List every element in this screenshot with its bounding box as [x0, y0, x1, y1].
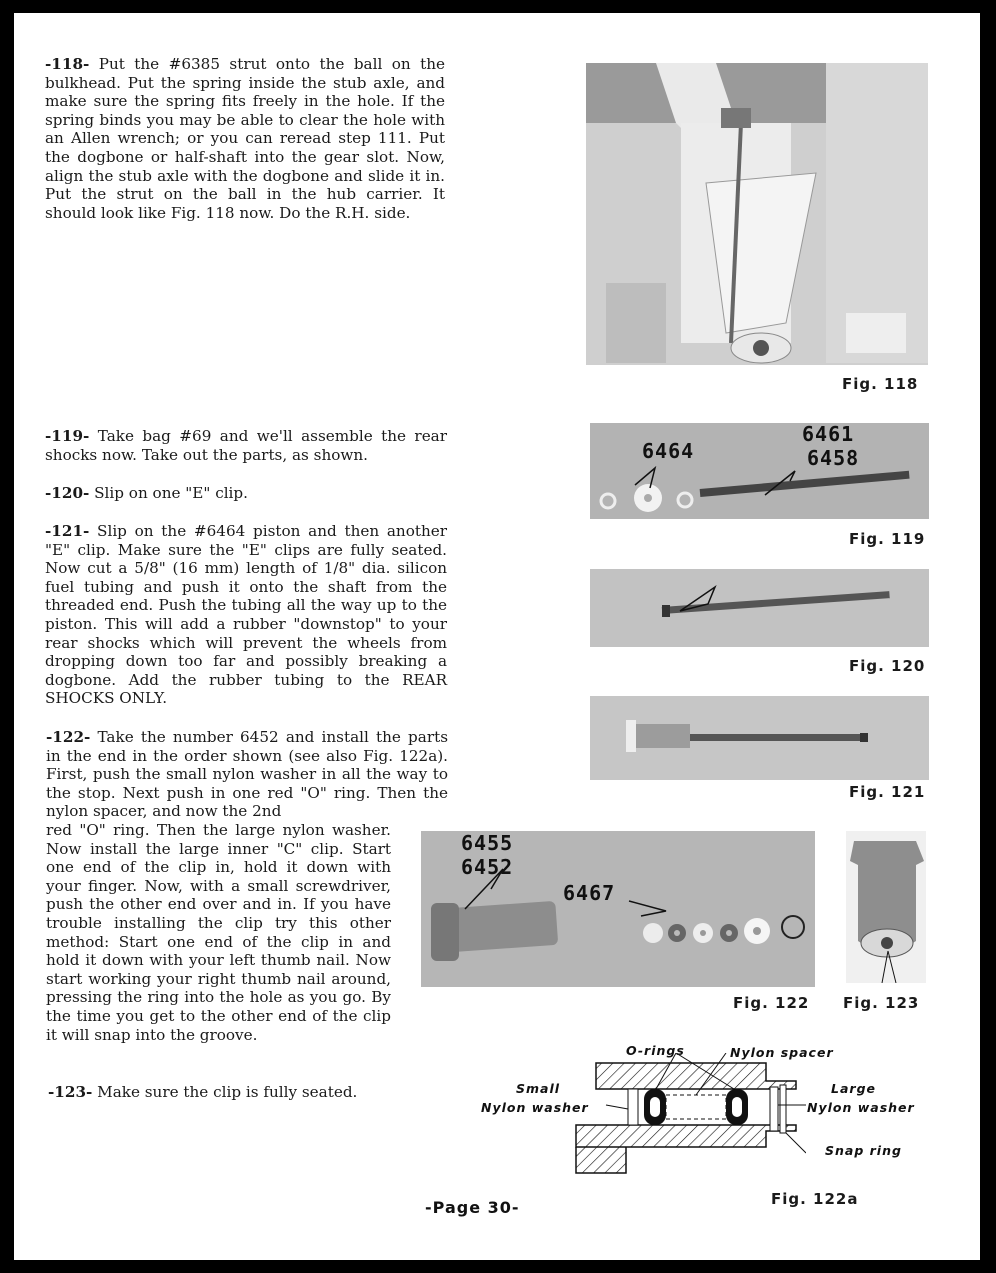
diagram-label-small: Small — [516, 1081, 561, 1096]
page-number: -Page 30- — [425, 1198, 520, 1217]
fig-122a-diagram — [566, 1053, 806, 1183]
part-label-6467: 6467 — [563, 881, 616, 905]
diagram-label-large: Large — [831, 1081, 876, 1096]
step-122 — [46, 728, 448, 821]
fig-118-caption: Fig. 118 — [842, 375, 919, 393]
step-number: -121- — [45, 522, 90, 540]
part-label-6455: 6455 — [461, 831, 514, 855]
fig-118-photo — [586, 63, 928, 365]
part-label-6464: 6464 — [642, 439, 695, 463]
fig-120-photo — [590, 569, 929, 647]
part-label-6458: 6458 — [807, 446, 860, 470]
step-text: Slip on one "E" clip. — [89, 484, 248, 502]
step-text: Slip on the #6464 piston and then another "E" clip. Make sure the "E" clips are fully seated. Now cut a 5/8" (16 mm) length of 1/8" dia. silicon fuel tubing and push it onto the shaft from the threaded end. Push the tubing all the way up to the piston. This will add a rubber "downstop" to your rear shocks which will prevent the wheels from dropping down too far and possibly breaking a dogbone. Add the rubber tubing to the REAR SHOCKS ONLY. — [45, 522, 447, 708]
step-121 — [45, 522, 447, 708]
diagram-label-snap-ring: Snap ring — [825, 1143, 902, 1158]
step-number: -123- — [48, 1083, 93, 1101]
part-label-6452: 6452 — [461, 855, 514, 879]
step-119 — [45, 427, 447, 464]
step-123 — [48, 1083, 391, 1102]
diagram-label-nylon-spacer: Nylon spacer — [730, 1045, 834, 1060]
fig-122a-caption: Fig. 122a — [771, 1190, 859, 1208]
fig-121-photo — [590, 696, 929, 780]
step-number: -122- — [46, 728, 91, 746]
diagram-label-large-nylon-washer: Nylon washer — [807, 1100, 915, 1115]
step-118 — [45, 55, 445, 222]
step-text: Take bag #69 and we'll assemble the rear shocks now. Take out the parts, as shown. — [45, 427, 447, 464]
fig-123-caption: Fig. 123 — [843, 994, 920, 1012]
step-120 — [45, 484, 447, 503]
step-number: -120- — [45, 484, 90, 502]
diagram-label-small-nylon-washer: Nylon washer — [481, 1100, 589, 1115]
step-text: Put the #6385 strut onto the ball on the bulkhead. Put the spring inside the stub axle, and make sure the spring fits freely in the hole. If the spring binds you may be able to clear the hole with an Allen wrench; or you can reread step 111. Put the dogbone or half-shaft into the gear slot. Now, align the stub axle with the dogbone and slide it in. Put the strut on the ball in the hub carrier. It should look like Fig. 118 now. Do the R.H. side. — [45, 55, 445, 222]
step-number: -118- — [45, 55, 90, 73]
diagram-label-o-rings: O-rings — [626, 1043, 685, 1058]
manual-page — [14, 13, 980, 1260]
step-text: Take the number 6452 and install the parts in the end in the order shown (see also Fig. 122a). First, push the small nylon washer in all the way to the stop. Next push in one red "O" ring. Then the nylon spacer, and now the 2nd — [46, 728, 448, 821]
step-number: -119- — [45, 427, 90, 445]
step-text: red "O" ring. Then the large nylon washer. Now install the large inner "C" clip. Start one end of the clip in, hold it down with your finger. Now, with a small screwdriver, push the other end over and in. If you have trouble installing the clip try this other method: Start one end of the clip in and hold it down with your left thumb nail. Now start working your right thumb nail around, pressing the ring into the hole as you go. By the time you get to the other end of the clip it will snap into the groove. — [46, 821, 391, 1044]
fig-119-caption: Fig. 119 — [849, 530, 926, 548]
fig-123-photo — [846, 831, 926, 983]
fig-120-caption: Fig. 120 — [849, 657, 926, 675]
fig-119-photo — [590, 423, 929, 519]
step-text: Make sure the clip is fully seated. — [92, 1083, 358, 1101]
fig-122-caption: Fig. 122 — [733, 994, 810, 1012]
step-122-continued — [46, 821, 391, 1044]
part-label-6461: 6461 — [802, 422, 855, 446]
fig-121-caption: Fig. 121 — [849, 783, 926, 801]
